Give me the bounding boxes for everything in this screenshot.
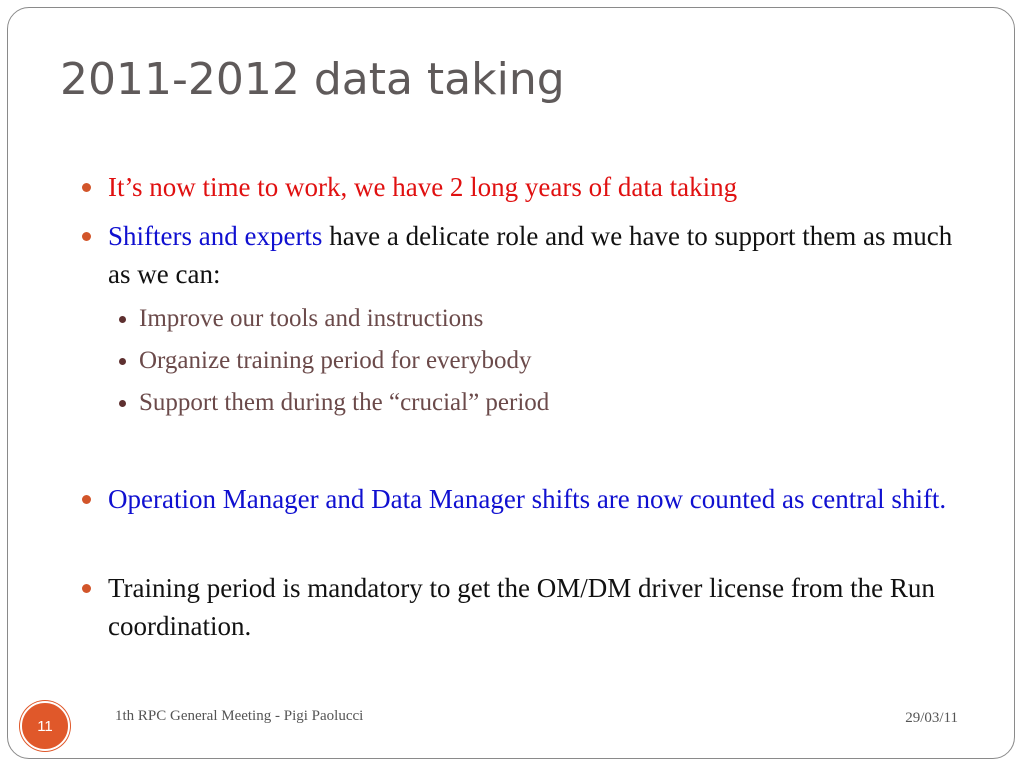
bullet-3-text: Operation Manager and Data Manager shifts are now counted as central shift.: [108, 484, 947, 514]
sub-bullet-1-text: Improve our tools and instructions: [139, 305, 484, 332]
bullet-4-text: Training period is mandatory to get the OM/DM driver license from the Run coordination.: [108, 573, 935, 641]
bullet-1-text: It’s now time to work, we have 2 long years of data taking: [108, 172, 738, 202]
slide-frame: [7, 7, 1015, 759]
bullet-2-text: have a delicate role and we have to support them as much as we can:: [108, 221, 953, 289]
slide-title: 2011-2012 data taking: [60, 54, 565, 105]
bullet-dot-icon: [82, 584, 91, 593]
bullet-3: [108, 480, 978, 518]
sub-bullet-1: [139, 302, 959, 336]
sub-bullet-2-text: Organize training period for everybody: [139, 347, 532, 374]
bullet-2-highlight: Shifters and experts: [108, 221, 323, 251]
bullet-dot-icon: [82, 183, 91, 192]
sub-bullet-2: [139, 344, 959, 378]
bullet-dot-icon: [82, 495, 91, 504]
page-number-badge: 11: [20, 701, 70, 751]
bullet-dot-icon: [82, 232, 91, 241]
bullet-1: [108, 168, 978, 206]
bullet-2: [108, 217, 978, 293]
sub-bullet-3-text: Support them during the “crucial” period: [139, 389, 550, 416]
sub-bullet-dot-icon: [119, 400, 126, 407]
sub-bullet-dot-icon: [119, 316, 126, 323]
footer-date: 29/03/11: [905, 710, 958, 726]
footer-presentation-label: 1th RPC General Meeting - Pigi Paolucci: [115, 708, 364, 724]
bullet-4: [108, 569, 978, 645]
sub-bullet-dot-icon: [119, 358, 126, 365]
sub-bullet-3: [139, 386, 959, 420]
